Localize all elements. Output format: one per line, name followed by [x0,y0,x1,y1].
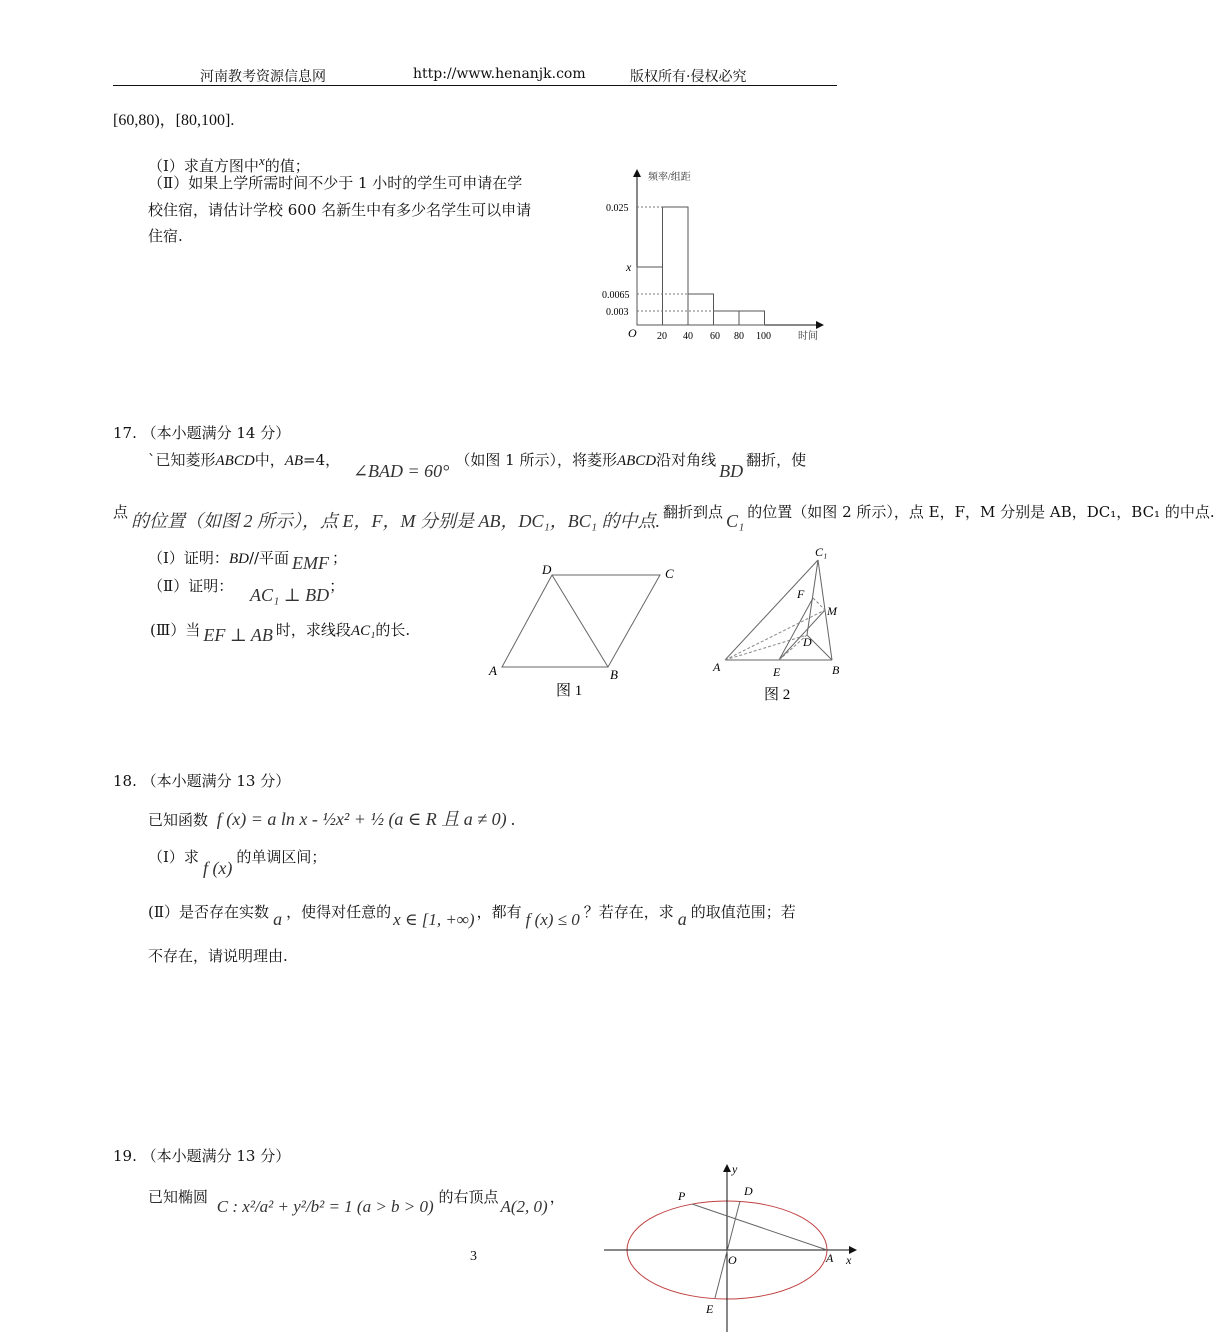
q18-p1-text-a: （Ⅰ）求 [148,848,199,866]
segment-pa [692,1204,827,1250]
q17-p1-text-c: ； [332,549,348,567]
q17-l1-abcd2: ABCD [616,453,657,469]
q17-p1-text-b: //平面 [248,549,290,567]
fig1-label-c: C [665,566,674,581]
ytick-x: x [626,260,632,274]
fig1-label-a: A [489,663,497,678]
figure-1-rhombus [480,555,690,705]
histogram-bars [637,207,765,325]
q18-p1-fx: f (x) [202,858,233,878]
ytick-00065: 0.0065 [602,290,630,301]
q17-l2-text-b: 翻折到点 [663,503,724,521]
q16-part2-line2: 校住宿，请估计学校 600 名新生中有多少名学生可以申请 [148,201,532,219]
histogram-bar-3 [688,294,714,325]
x-axis-label: 时间 [798,331,818,342]
histogram-bar-5 [739,311,765,325]
q18-p2-text-c: ，都有 [476,903,522,921]
q17-angle-bad: ∠BAD = 60° [352,461,450,481]
q18-line1 [148,808,516,831]
q17-p2-text-b: ； [329,577,345,595]
fig1-label-b: B [610,667,618,682]
header-rule [113,85,837,86]
q17-l2-c1: C₁ [726,511,745,531]
q16-intervals: [60,80)，[80,100]. [113,112,235,129]
q17-p2-math: AC₁ ⊥ BD [250,585,330,605]
fig2-label-d: D [803,635,812,649]
header-url[interactable]: http://www.henanjk.com [413,66,586,82]
xtick-40: 40 [683,331,693,342]
q16-part2-line3: 住宿. [148,227,183,245]
q18-l1-text-a: 已知函数 [148,811,209,829]
ellipse-figure [600,1158,862,1334]
q17-part1 [148,546,348,573]
q18-p2-text-a: (Ⅱ）是否存在实数 [148,903,270,921]
q18-p2-range: x ∈ [1, +∞) [393,910,475,929]
ellipse-label-p: P [678,1189,686,1203]
histogram-bar-2 [663,207,689,325]
q18-part2-line2: 不存在，请说明理由. [148,947,288,965]
q19-point-a: A(2, 0) [500,1197,548,1216]
rhombus-outline [502,575,660,667]
ytick-0025: 0.025 [606,203,629,214]
q17-p3-text-a: (Ⅲ）当 [150,621,201,639]
xtick-100: 100 [756,331,771,342]
q17-l1-text-a: `已知菱形 [148,451,216,469]
fig2-label-c1: C₁ [815,545,828,559]
q17-l1-text-f: 翻折，使 [746,451,807,469]
xtick-80: 80 [734,331,744,342]
ellipse-label-a: A [826,1251,834,1265]
fig2-label-m: M [827,604,837,618]
q16-part1-text-b: 的值； [264,157,310,175]
q18-function-def: f (x) = a ln x - ½x² + ½ (a ∈ R 且 a ≠ 0) . [216,809,516,829]
q17-part2-label: （Ⅱ）证明： [148,577,234,595]
xtick-20: 20 [657,331,667,342]
fig1-caption: 图 1 [556,683,583,699]
q18-p2-text-b: ，使得对任意的 [286,903,392,921]
diagonal-bd [552,575,608,667]
q18-p2-a2: a [677,909,687,929]
fig2-caption: 图 2 [764,687,791,703]
histogram-chart [590,165,840,350]
q18-p2-ineq: f (x) ≤ 0 [525,910,580,929]
ellipse-label-x: x [846,1253,852,1267]
q17-part2-math [250,577,345,607]
q19-title: 19. （本小题满分 13 分） [113,1147,291,1165]
xtick-60: 60 [710,331,720,342]
origin-label: O [628,326,637,340]
header-site-name: 河南教考资源信息网 [200,69,326,85]
q19-l1-text-a: 已知椭圆 [148,1188,209,1206]
page-number: 3 [470,1249,477,1264]
q17-part3 [150,618,411,645]
q18-p2-a: a [273,909,283,929]
q16-part1-text-a: （Ⅰ）求直方图中 [148,157,259,175]
q17-p3-text-c: 的长. [375,621,411,639]
histogram-bar-1 [637,267,663,325]
q17-p3-ac1: AC₁ [350,623,376,639]
q17-l1-ab: AB [284,453,304,469]
ellipse-label-e: E [706,1302,714,1316]
q17-p1-bd: BD [228,551,249,567]
fig1-label-d: D [542,562,552,577]
q17-title: 17. （本小题满分 14 分） [113,424,291,442]
q19-l1-text-b: 的右顶点 [438,1188,499,1206]
q17-line1 [148,448,807,481]
fig2-label-b: B [832,663,840,677]
q17-p1-emf: EMF [292,553,330,573]
q17-p3-math: EF ⊥ AB [203,625,273,645]
q17-l1-text-c: =4， [303,451,341,469]
q17-l2-text-c: 的位置（如图 2 所示），点 E，F，M 分别是 AB，DC₁，BC₁ 的中点. [747,503,1215,521]
q16-part1-var: x [258,153,265,168]
q17-p3-text-b: 时，求线段 [275,621,351,639]
q16-part2-line1: （Ⅱ）如果上学所需时间不少于 1 小时的学生可申请在学 [148,174,523,192]
q19-ellipse-equation: C : x²/a² + y²/b² = 1 (a > b > 0) [216,1197,434,1216]
q17-l2-c: 的位置（如图 2 所示），点 E，F，M 分别是 AB，DC₁，BC₁ 的中点. [131,511,661,531]
q17-p1-text-a: （Ⅰ）证明： [148,549,229,567]
ellipse-label-d: D [744,1184,753,1198]
q17-l1-abcd: ABCD [215,453,255,469]
y-axis-label: 频率/组距 [648,172,691,183]
q18-p2-text-e: 的取值范围；若 [690,903,796,921]
q17-l1-text-e: 沿对角线 [656,451,717,469]
q17-l1-bd: BD [719,461,744,481]
fig2-label-e: E [773,665,781,679]
fig2-label-f: F [797,587,805,601]
q18-p1-text-b: 的单调区间； [236,848,327,866]
figure-2-tetrahedron [705,543,850,708]
fig2-label-a: A [713,660,721,674]
q17-l1-text-d: （如图 1 所示），将菱形 [455,451,617,469]
q18-part2 [148,900,796,929]
histogram-bar-4 [714,311,740,325]
q18-p2-text-d: ？若存在，求 [583,903,674,921]
ytick-0003: 0.003 [606,307,629,318]
q18-title: 18. （本小题满分 13 分） [113,772,291,790]
q18-part1 [148,845,327,878]
ellipse-label-y: y [732,1162,738,1176]
header-copyright: 版权所有·侵权必究 [630,69,747,85]
q17-l1-text-b: 中， [254,451,285,469]
ellipse-label-o: O [728,1253,737,1267]
histogram-guides [637,207,714,311]
q19-l1-text-c: ， [549,1188,565,1206]
q17-l2-text-a: 点 [113,503,129,521]
q17-line2 [113,500,1215,531]
q19-line1 [148,1186,565,1216]
